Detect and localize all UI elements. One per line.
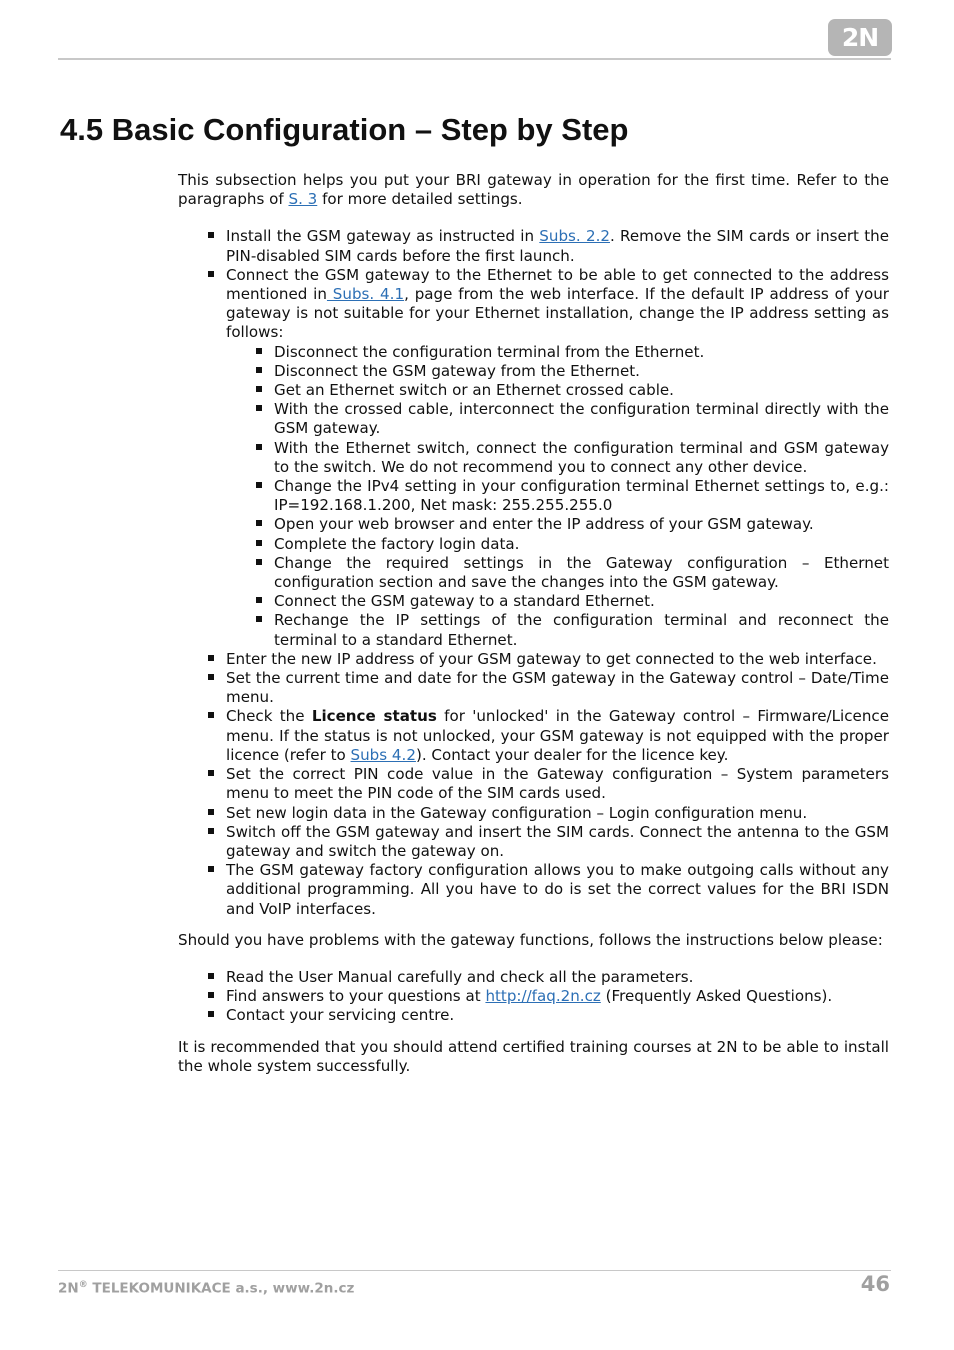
closing-paragraph: It is recommended that you should attend certified training courses at 2N to be able to install the whole system successfully. (178, 1037, 889, 1075)
section-title: 4.5 Basic Configuration – Step by Step (60, 112, 629, 147)
link-subs-4-1[interactable]: Subs. 4.1 (326, 285, 405, 304)
list-item: Rechange the IP settings of the configuration terminal and reconnect the terminal to a standard Ethernet. (274, 611, 889, 649)
list-item: Contact your servicing centre. (226, 1006, 889, 1025)
list-item: The GSM gateway factory configuration allows you to make outgoing calls without any additional programming. All you have to do is set the correct values for the BRI ISDN and VoIP interfaces. (226, 861, 889, 918)
list-item: Open your web browser and enter the IP address of your GSM gateway. (274, 515, 889, 534)
header-rule (58, 58, 891, 60)
page-number: 46 (860, 1272, 890, 1296)
list-item: Complete the factory login data. (274, 535, 889, 554)
list-item: Install the GSM gateway as instructed in Subs. 2.2. Remove the SIM cards or insert the PIN-disabled SIM cards before the first launch. (226, 227, 889, 265)
list-item: Set the correct PIN code value in the Gateway configuration – System parameters menu to meet the PIN code of the SIM cards used. (226, 765, 889, 803)
list-item: Read the User Manual carefully and check all the parameters. (226, 968, 889, 987)
list-item: With the Ethernet switch, connect the configuration terminal and GSM gateway to the switch. We do not recommend you to connect any other device. (274, 438, 889, 476)
section-body (178, 171, 889, 1076)
link-s3[interactable]: S. 3 (288, 190, 318, 209)
list-item: Switch off the GSM gateway and insert the SIM cards. Connect the antenna to the GSM gateway and switch the gateway on. (226, 822, 889, 860)
list-item: Check the Licence status for 'unlocked' in the Gateway control – Firmware/Licence menu. If the status is not unlocked, your GSM gateway is not equipped with the proper licence (refer to Subs 4.2). Contact your dealer for the licence key. (226, 707, 889, 764)
link-subs-2-2[interactable]: Subs. 2.2 (539, 227, 610, 246)
problems-paragraph: Should you have problems with the gateway functions, follows the instructions below please: (178, 930, 883, 949)
intro-text-end: for more detailed settings. (317, 190, 523, 209)
steps-list (226, 227, 889, 918)
list-item: Connect the GSM gateway to the Ethernet to be able to get connected to the address mentioned in Subs. 4.1, page from the web interface. If the default IP address of your gateway is not suitable for your Ethernet installation, change the IP address setting as follows: Disconnect the configuration terminal from the Ethernet. Disconnect the GSM gateway from the Ethernet. Get an Ethernet switch or an Ethernet crossed cable. With the crossed cable, interconnect the configuration terminal directly with the GSM gateway. With the Ethernet switch, connect the configuration terminal and GSM gateway to the switch. We do not recommend you to connect any other device. Change the IPv4 setting in your configuration terminal Ethernet settings to, e.g.: IP=192.168.1.200, Net mask: 255.255.255.0 Open your web browser and enter the IP address of your GSM gateway. Complete the factory login data. Change the required settings in the Gateway configuration – Ethernet configuration section and save the changes into the GSM gateway. Connect the GSM gateway to a standard Ethernet. Rechange the IP settings of the configuration terminal and reconnect the terminal to a standard Ethernet. (226, 265, 889, 649)
2n-logo: 2N (828, 19, 892, 56)
list-item: Find answers to your questions at http://faq.2n.cz (Frequently Asked Questions). (226, 987, 889, 1006)
footer-company: 2N® TELEKOMUNIKACE a.s., www.2n.cz (58, 1280, 355, 1297)
problems-list (226, 968, 889, 1026)
list-item: Disconnect the GSM gateway from the Ethernet. (274, 362, 889, 381)
licence-status-label: Licence status (311, 707, 437, 726)
list-item: With the crossed cable, interconnect the configuration terminal directly with the GSM gateway. (274, 400, 889, 438)
list-item: Get an Ethernet switch or an Ethernet crossed cable. (274, 381, 889, 400)
list-item: Change the IPv4 setting in your configuration terminal Ethernet settings to, e.g.: IP=192.168.1.200, Net mask: 255.255.255.0 (274, 477, 889, 515)
list-item: Change the required settings in the Gateway configuration – Ethernet configuration section and save the changes into the GSM gateway. (274, 553, 889, 592)
list-item: Disconnect the configuration terminal from the Ethernet. (274, 343, 889, 362)
link-faq[interactable]: http://faq.2n.cz (485, 987, 601, 1006)
footer-rule (58, 1270, 891, 1271)
intro-paragraph (178, 171, 889, 209)
list-item: Enter the new IP address of your GSM gateway to get connected to the web interface. (226, 650, 889, 669)
intro-text: This subsection helps you put your BRI gateway in operation for the first time. Refer to the paragraphs of (178, 171, 889, 209)
list-item: Connect the GSM gateway to a standard Ethernet. (274, 592, 889, 611)
list-item: Set new login data in the Gateway configuration – Login configuration menu. (226, 804, 889, 823)
ip-steps-list (274, 343, 889, 650)
link-subs-4-2[interactable]: Subs 4.2 (350, 745, 416, 764)
list-item: Set the current time and date for the GSM gateway in the Gateway control – Date/Time menu. (226, 669, 889, 707)
